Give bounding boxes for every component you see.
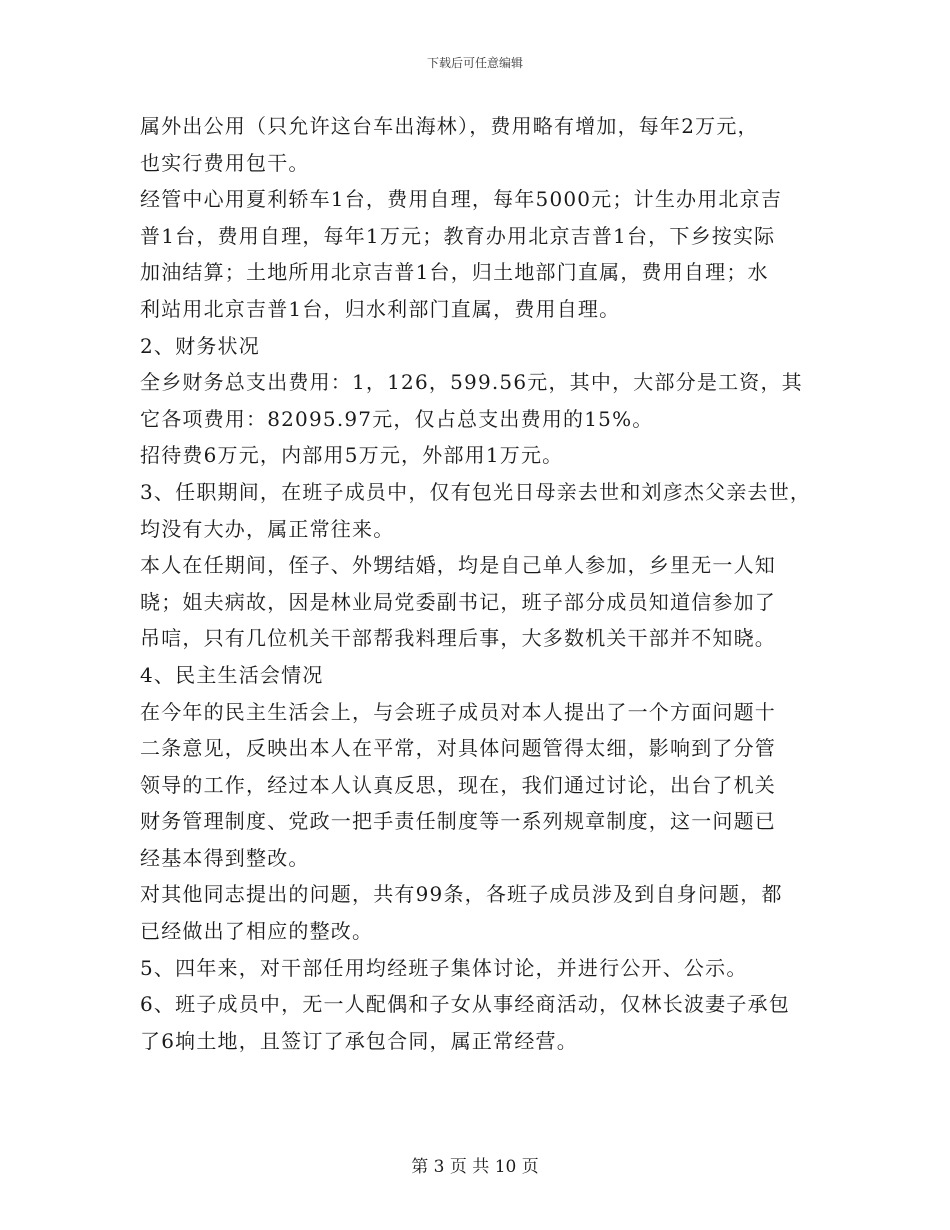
text-line: 已经做出了相应的整改。 bbox=[140, 919, 374, 944]
text-line: 5、四年来，对干部任用均经班子集体讨论，并进行公开、公示。 bbox=[140, 955, 748, 980]
text-line: 经管中心用夏利轿车1台，费用自理，每年5000元；计生办用北京吉 bbox=[140, 187, 783, 212]
text-line: 加油结算；土地所用北京吉普1台，归土地部门直属，费用自理；水 bbox=[140, 260, 769, 285]
text-line: 利站用北京吉普1台，归水利部门直属，费用自理。 bbox=[140, 296, 621, 321]
text-line: 领导的工作，经过本人认真反思，现在，我们通过讨论，出台了机关 bbox=[140, 772, 776, 797]
text-line: 在今年的民主生活会上，与会班子成员对本人提出了一个方面问题十 bbox=[140, 699, 776, 724]
text-line: 财务管理制度、党政一把手责任制度等一系列规章制度，这一问题已 bbox=[140, 809, 776, 834]
text-line: 6、班子成员中，无一人配偶和子女从事经商活动，仅林长波妻子承包 bbox=[140, 992, 790, 1017]
text-line: 它各项费用：82095.97元，仅占总支出费用的15%。 bbox=[140, 406, 654, 431]
text-line: 也实行费用包干。 bbox=[140, 150, 310, 175]
text-line: 本人在任期间，侄子、外甥结婚，均是自己单人参加，乡里无一人知 bbox=[140, 553, 776, 578]
text-line: 吊唁，只有几位机关干部帮我料理后事，大多数机关干部并不知晓。 bbox=[140, 626, 776, 651]
text-line: 经基本得到整改。 bbox=[140, 845, 310, 870]
section-heading: 4、民主生活会情况 bbox=[140, 662, 324, 687]
text-line: 了6垧土地，且签订了承包合同，属正常经营。 bbox=[140, 1028, 578, 1053]
text-line: 二条意见，反映出本人在平常，对具体问题管得太细，影响到了分管 bbox=[140, 736, 776, 761]
text-line: 对其他同志提出的问题，共有99条，各班子成员涉及到自身问题，都 bbox=[140, 882, 783, 907]
page-header: 下载后可任意编辑 bbox=[426, 56, 523, 70]
text-line: 招待费6万元，内部用5万元，外部用1万元。 bbox=[140, 443, 564, 468]
text-line: 晓；姐夫病故，因是林业局党委副书记，班子部分成员知道信参加了 bbox=[140, 589, 776, 614]
section-heading: 2、财务状况 bbox=[140, 333, 260, 358]
text-line: 均没有大办，属正常往来。 bbox=[140, 516, 395, 541]
page-number-footer: 第 3 页 共 10 页 bbox=[411, 1157, 539, 1177]
text-line: 普1台，费用自理，每年1万元；教育办用北京吉普1台，下乡按实际 bbox=[140, 223, 776, 248]
body-text bbox=[140, 108, 820, 1059]
text-line: 属外出公用（只允许这台车出海林），费用略有增加，每年2万元， bbox=[140, 114, 759, 138]
text-line: 全乡财务总支出费用：1，126，599.56元，其中，大部分是工资，其 bbox=[140, 370, 803, 395]
text-line: 3、任职期间，在班子成员中，仅有包光日母亲去世和刘彦杰父亲去世， bbox=[140, 479, 812, 504]
